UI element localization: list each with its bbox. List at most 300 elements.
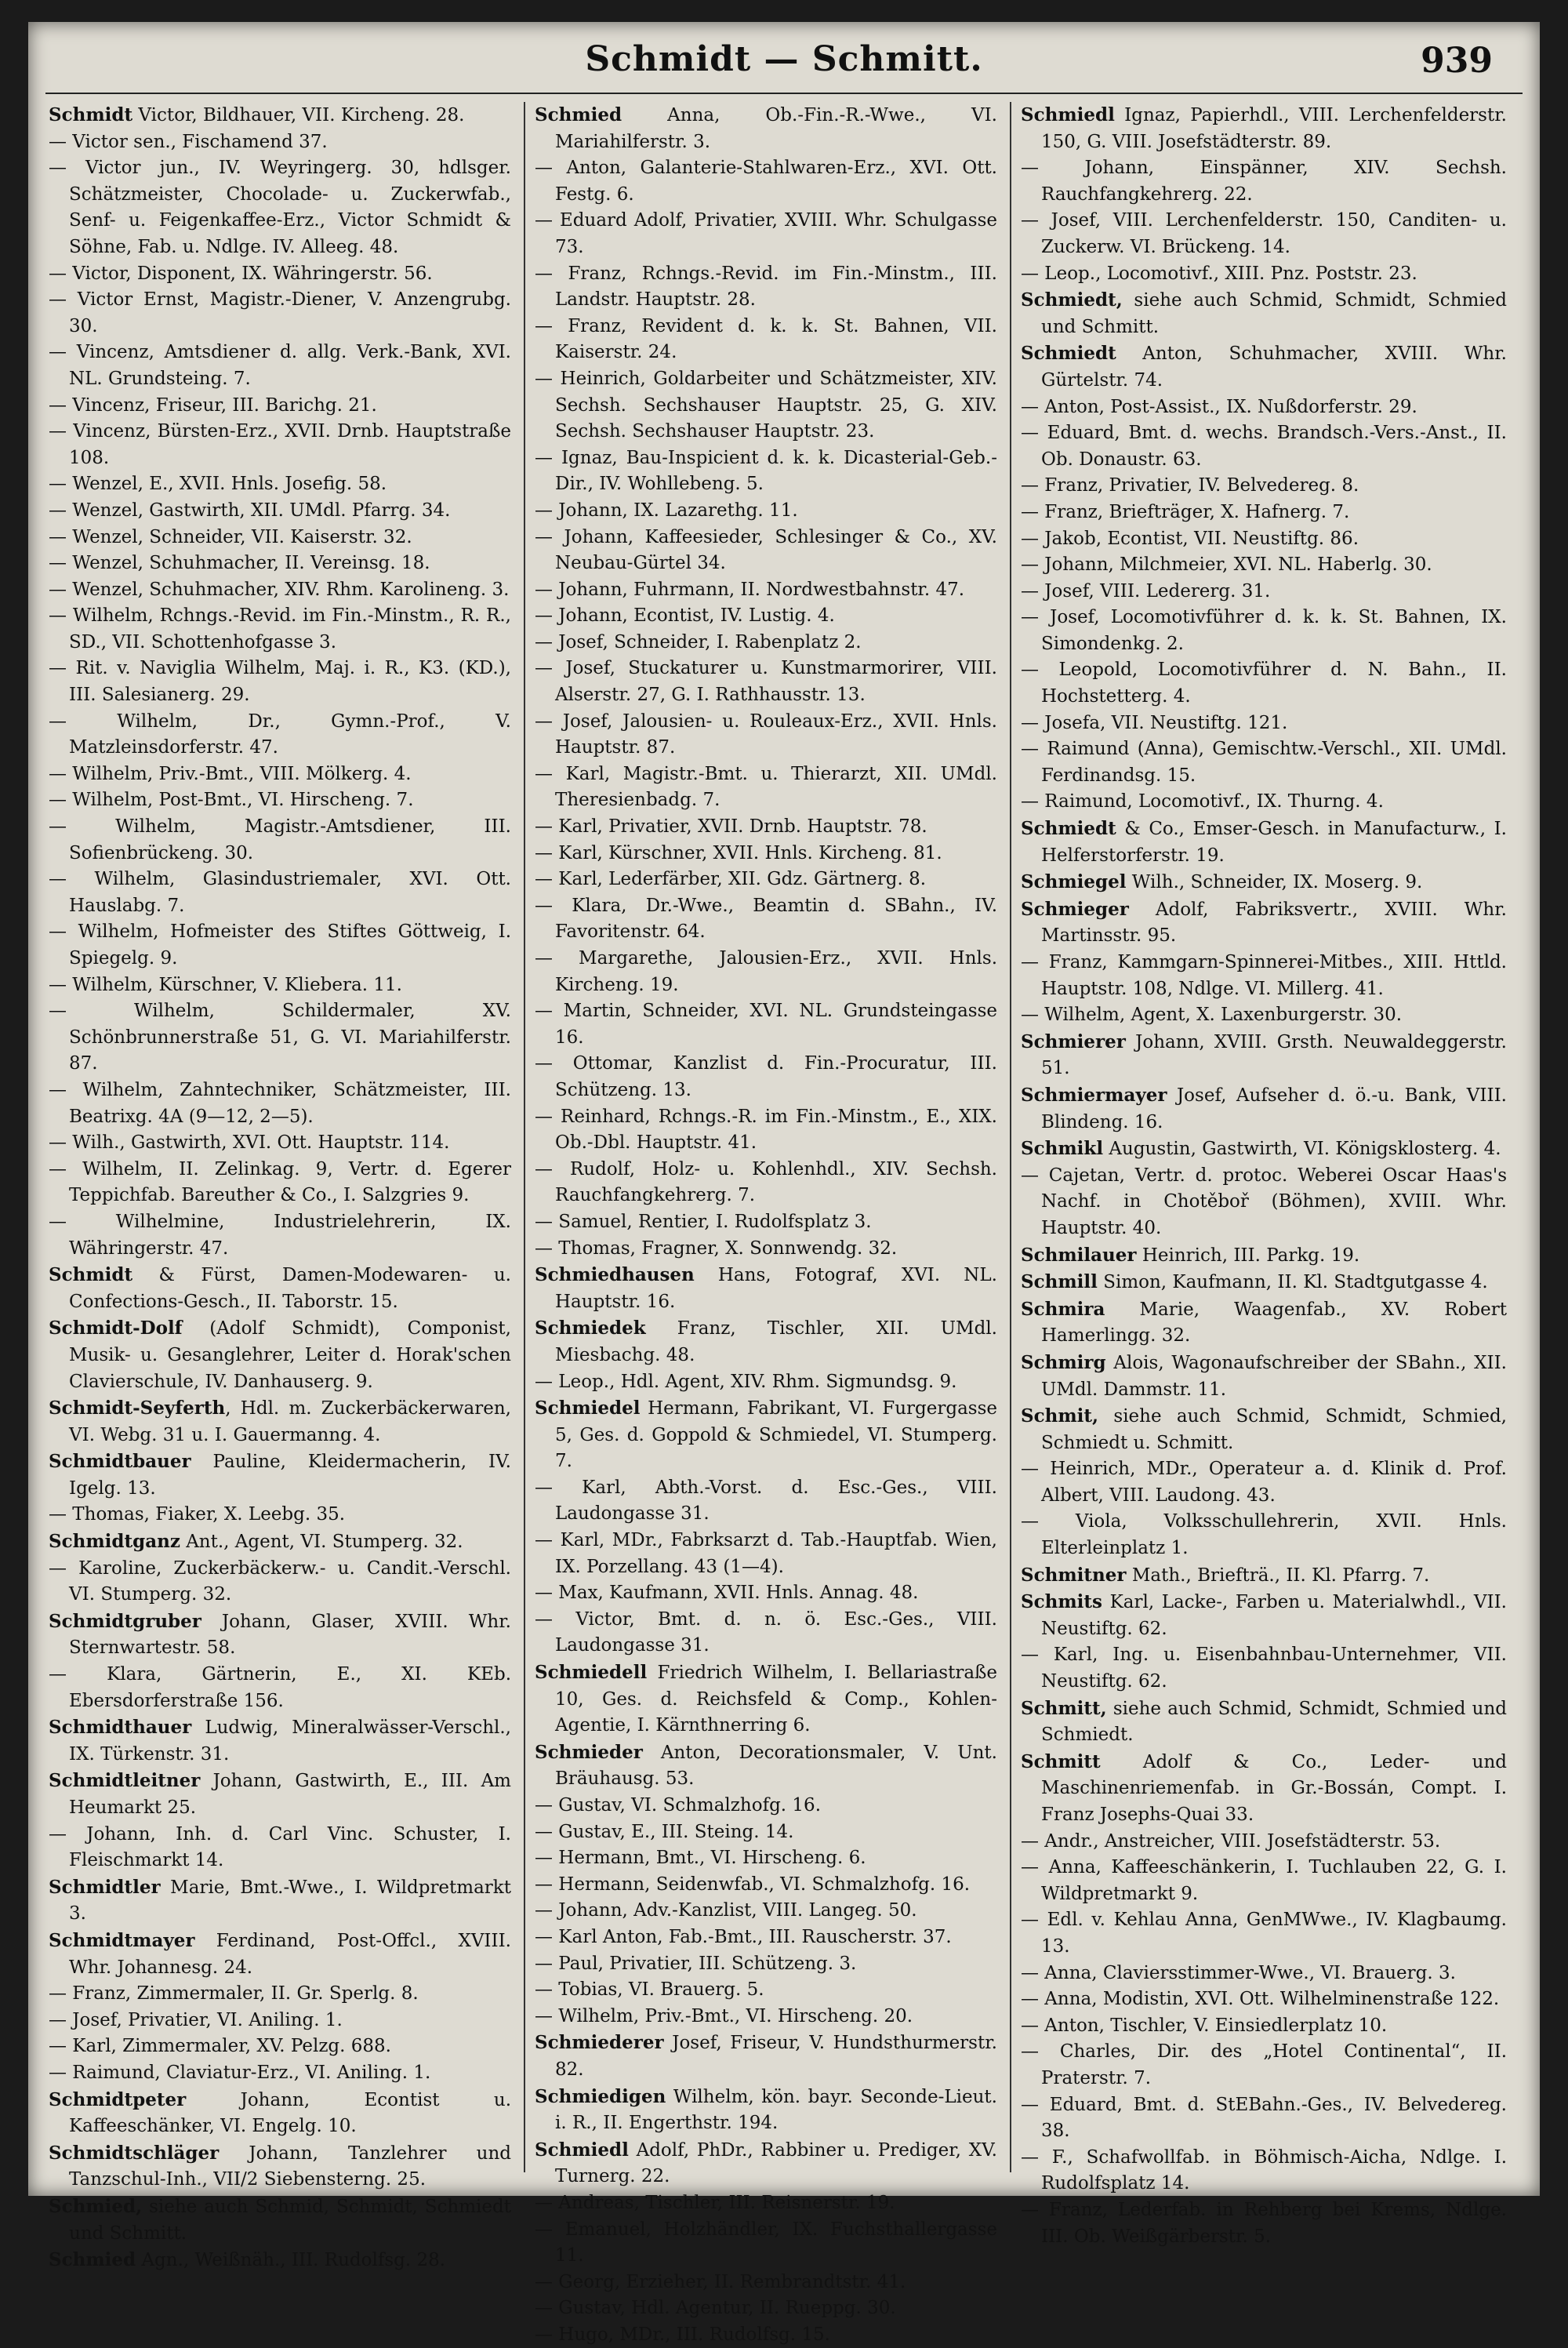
directory-entry (49, 998, 511, 1078)
directory-entry (1021, 526, 1507, 553)
entry-surname: Schmidtgruber (49, 1610, 201, 1632)
directory-entry (535, 1395, 997, 1475)
directory-entry (49, 393, 511, 420)
entry-surname: Schmiedt (1021, 343, 1116, 365)
directory-entry (535, 525, 997, 577)
entry-surname: Schmidtler (49, 1876, 161, 1898)
page-title: Schmidt — Schmitt. (585, 39, 983, 79)
header-rule (45, 93, 1523, 94)
entry-surname: Schmidt (49, 104, 133, 125)
directory-entry (535, 314, 997, 366)
directory-entry (49, 1556, 511, 1608)
directory-entry (1021, 1002, 1507, 1029)
directory-entry (1021, 711, 1507, 737)
directory-entry (1021, 657, 1507, 710)
directory-entry (49, 1262, 511, 1315)
directory-entry (49, 1209, 511, 1262)
entry-text: Johann, Gastwirth, E., III. Am Heumarkt 25. (69, 1771, 511, 1818)
directory-entry (535, 1607, 997, 1659)
directory-entry (535, 1157, 997, 1209)
directory-entry (535, 998, 997, 1051)
entry-surname: Schmits (1021, 1591, 1102, 1613)
directory-entry (1021, 1829, 1507, 1856)
entry-surname: Schmiedt, (1021, 289, 1123, 311)
entry-text: — Wenzel, Schuhmacher, II. Vereinsg. 18. (49, 553, 430, 574)
directory-entry (1021, 1562, 1507, 1590)
directory-entry (535, 1051, 997, 1103)
directory-entry (49, 2247, 511, 2274)
entry-text: Adolf, Fabriksvertr., XVIII. Whr. Martinsstr. 95. (1041, 899, 1507, 947)
entry-text: — Vincenz, Amtsdiener d. allg. Verk.-Bank, XVI. NL. Grundsteing. 7. (49, 342, 511, 389)
entry-text: — Wilhelm, Zahntechniker, Schätzmeister, III. Beatrixg. 4A (9—12, 2—5). (49, 1079, 511, 1127)
entry-text: — Wilhelm, Magistr.-Amtsdiener, III. Sofienbrückeng. 30. (49, 816, 511, 863)
entry-text: — Anna, Modistin, XVI. Ott. Wilhelminenstraße 122. (1021, 1989, 1500, 2010)
entry-text: — Georg, Erzieher, II. Rembrandtstr. 41. (535, 2271, 906, 2292)
directory-entry (1021, 605, 1507, 657)
directory-entry (49, 2194, 511, 2247)
entry-text: — Wilhelm, Kürschner, V. Kliebera. 11. (49, 974, 402, 995)
directory-entry (1021, 155, 1507, 208)
directory-entry (1021, 2092, 1507, 2145)
directory-entry (535, 498, 997, 525)
entry-text: — Gustav, Hdl. Agentur, II. Rueppg. 30. (535, 2298, 896, 2319)
directory-entry (1021, 1589, 1507, 1642)
entry-text: Simon, Kaufmann, II. Kl. Stadtgutgasse 4. (1097, 1272, 1488, 1293)
directory-entry (49, 261, 511, 288)
entry-surname: Schmidtmayer (49, 1929, 195, 1951)
directory-entry (49, 2008, 511, 2034)
entry-surname: Schmiedhausen (535, 1264, 695, 1286)
directory-entry (49, 709, 511, 761)
entry-text: Anton, Decorationsmaler, V. Unt. Bräuhausg. 53. (555, 1742, 997, 1790)
directory-entry (535, 1659, 997, 1739)
entry-text: Johann, Tanzlehrer und Tanzschul-Inh., VII/2 Siebensterng. 25. (69, 2143, 511, 2190)
entry-text: — Wilhelm, Dr., Gymn.-Prof., V. Matzleinsdorferstr. 47. (49, 711, 511, 758)
directory-entry (1021, 2013, 1507, 2040)
directory-entry (535, 2322, 997, 2348)
entry-surname: Schmied (49, 2249, 136, 2271)
entry-surname: Schmieger (1021, 898, 1129, 920)
directory-entry (535, 1977, 997, 2004)
entry-surname: Schmidtschläger (49, 2142, 220, 2164)
entry-text: — Tobias, VI. Brauerg. 5. (535, 1979, 764, 2001)
entry-text: — Raimund (Anna), Gemischtw.-Verschl., XII. UMdl. Ferdinandsg. 15. (1021, 739, 1507, 786)
directory-entry (49, 2060, 511, 2087)
directory-entry (49, 551, 511, 577)
directory-entry (49, 1395, 511, 1448)
entry-text: — Eduard, Bmt. d. wechs. Brandsch.-Vers.-Anst., II. Ob. Donaustr. 63. (1021, 423, 1507, 470)
entry-text: — Eduard Adolf, Privatier, XVIII. Whr. Schulgasse 73. (535, 210, 997, 257)
entry-surname: Schmidt (49, 1264, 133, 1286)
entry-surname: Schmitner (1021, 1564, 1127, 1586)
directory-entry (49, 1714, 511, 1768)
entry-surname: Schmied (535, 104, 622, 125)
directory-entry (1021, 1986, 1507, 2013)
entry-text: Alois, Wagonaufschreiber der SBahn., XII. UMdl. Dammstr. 11. (1041, 1352, 1507, 1400)
entry-text: Josef, Friseur, V. Hundsthurmerstr. 82. (555, 2033, 997, 2080)
entry-text: — Franz, Rchngs.-Revid. im Fin.-Minstm., III. Landstr. Hauptstr. 28. (535, 263, 997, 311)
entry-text: — Klara, Gärtnerin, E., XI. KEb. Ebersdorferstraße 156. (49, 1664, 511, 1711)
entry-text: — Anton, Tischler, V. Einsiedlerplatz 10. (1021, 2015, 1388, 2036)
directory-entry (1021, 896, 1507, 950)
directory-entry (49, 102, 511, 129)
entry-surname: Schmiedell (535, 1662, 648, 1684)
entry-surname: Schmit, (1021, 1405, 1099, 1427)
directory-entry (535, 1819, 997, 1846)
directory-entry (535, 709, 997, 761)
entry-surname: Schmieder (535, 1741, 643, 1763)
directory-entry (49, 498, 511, 525)
directory-entry (1021, 1163, 1507, 1242)
entry-text: — Margarethe, Jalousien-Erz., XVII. Hnls. Kircheng. 19. (535, 948, 997, 995)
entry-text: — Raimund, Locomotivf., IX. Thurng. 4. (1021, 791, 1384, 812)
entry-text: — Karl, Abth.-Vorst. d. Esc.-Ges., VIII. Laudongasse 31. (535, 1477, 997, 1525)
directory-entry (49, 1928, 511, 1981)
directory-entry (49, 1608, 511, 1662)
directory-entry (1021, 1961, 1507, 1987)
entry-text: — Rit. v. Naviglia Wilhelm, Maj. i. R., K3. (KD.), III. Salesianerg. 29. (49, 658, 511, 706)
directory-entry (535, 102, 997, 155)
entry-text: — Heinrich, Goldarbeiter und Schätzmeister, XIV. Sechsh. Sechshauser Hauptstr. 25, G. XIV. Sechsh. Sechshauser Hauptstr. 23. (535, 368, 997, 442)
entry-surname: Schmiedl (1021, 104, 1115, 125)
directory-entry (535, 261, 997, 314)
entry-text: — Wilhelm, II. Zelinkag. 9, Vertr. d. Egerer Teppichfab. Bareuther & Co., I. Salzgries 9. (49, 1158, 511, 1206)
directory-entry (535, 208, 997, 260)
entry-text: Ferdinand, Post-Offcl., XVIII. Whr. Johannesg. 24. (69, 1930, 511, 1978)
page-header (28, 39, 1540, 94)
entry-text: — Josef, Jalousien- u. Rouleaux-Erz., XVII. Hnls. Hauptstr. 87. (535, 711, 997, 758)
entry-text: — Josefa, VII. Neustiftg. 121. (1021, 712, 1288, 733)
directory-entry (1021, 1029, 1507, 1082)
directory-entry (49, 471, 511, 498)
directory-entry (49, 919, 511, 972)
entry-surname: Schmitt, (1021, 1697, 1107, 1719)
directory-entry (535, 1236, 997, 1263)
entry-text: Franz, Tischler, XII. UMdl. Miesbachg. 48. (555, 1318, 997, 1365)
entry-text: — Leopold, Locomotivführer d. N. Bahn., II. Hochstetterg. 4. (1021, 660, 1507, 707)
entry-text: — Wilh., Gastwirth, XVI. Ott. Hauptstr. 114. (49, 1132, 450, 1154)
entry-text: — Victor sen., Fischamend 37. (49, 131, 328, 152)
entry-text: — Karl, Magistr.-Bmt. u. Thierarzt, XII. UMdl. Theresienbadg. 7. (535, 763, 997, 811)
directory-entry (49, 155, 511, 260)
entry-text: — Johann, Kaffeesieder, Schlesinger & Co., XV. Neubau-Gürtel 34. (535, 526, 997, 574)
entry-text: — Paul, Privatier, III. Schützeng. 3. (535, 1953, 857, 1974)
entry-text: Josef, Aufseher d. ö.-u. Bank, VIII. Blindeng. 16. (1041, 1085, 1507, 1132)
entry-surname: Schmiegel (1021, 871, 1127, 893)
directory-entry (49, 1662, 511, 1714)
entry-text: — Andr., Anstreicher, VIII. Josefstädterstr. 53. (1021, 1830, 1441, 1852)
directory-entry (1021, 1403, 1507, 1456)
entry-text: — Wilhelm, Hofmeister des Stiftes Göttweig, I. Spiegelg. 9. (49, 921, 511, 969)
entry-surname: Schmidt-Seyferth (49, 1398, 226, 1419)
directory-entry (1021, 394, 1507, 421)
entry-surname: Schmiermayer (1021, 1084, 1167, 1106)
entry-text: siehe auch Schmid, Schmidt, Schmiedt und Schmitt. (69, 2196, 511, 2244)
entry-text: — Gustav, VI. Schmalzhofg. 16. (535, 1795, 822, 1816)
entry-text: Friedrich Wilhelm, I. Bellariastraße 10, Ges. d. Reichsfeld & Comp., Kohlen-Agentie, I. Kärnthnerring 6. (555, 1663, 997, 1736)
directory-entry (49, 1315, 511, 1395)
directory-entry (1021, 1456, 1507, 1509)
entry-surname: Schmiederer (535, 2032, 664, 2054)
entry-text: Marie, Bmt.-Wwe., I. Wildpretmarkt 3. (69, 1877, 511, 1925)
directory-entry (535, 1209, 997, 1236)
entry-text: — Charles, Dir. des „Hotel Continental“, II. Praterstr. 7. (1021, 2041, 1507, 2088)
entry-text: (Adolf Schmidt), Componist, Musik- u. Gesanglehrer, Leiter d. Horak'schen Clavierschule, IV. Danhauserg. 9. (69, 1318, 511, 1392)
entry-text: — Franz, Revident d. k. k. St. Bahnen, VII. Kaiserstr. 24. (535, 315, 997, 363)
directory-entry (535, 1739, 997, 1793)
entry-text: — Klara, Dr.-Wwe., Beamtin d. SBahn., IV. Favoritenstr. 64. (535, 895, 997, 943)
entry-text: — Edl. v. Kehlau Anna, GenMWwe., IV. Klagbaumg. 13. (1021, 1910, 1507, 1957)
directory-entry (535, 841, 997, 867)
directory-entry (535, 1951, 997, 1978)
entry-text: — Josef, Stuckaturer u. Kunstmarmorirer, VIII. Alserstr. 27, G. I. Rathhausstr. 13. (535, 658, 997, 706)
entry-text: Agn., Weißnäh., III. Rudolfsg. 28. (136, 2250, 446, 2271)
directory-entry (49, 1528, 511, 1556)
directory-entry (1021, 1749, 1507, 1829)
directory-entry (49, 603, 511, 656)
directory-entry (535, 2295, 997, 2322)
entry-text: — Hermann, Bmt., VI. Hirscheng. 6. (535, 1848, 866, 1869)
page-number: 939 (1421, 41, 1493, 81)
entry-text: — Karl, Lederfärber, XII. Gdz. Gärtnerg. 8. (535, 869, 927, 890)
directory-entry (535, 2137, 997, 2190)
directory-entry (49, 1768, 511, 1821)
entry-surname: Schmidt-Dolf (49, 1318, 183, 1339)
directory-entry (49, 814, 511, 867)
directory-entry (1021, 1296, 1507, 1350)
entry-text: — Johann, Inh. d. Carl Vinc. Schuster, I. Fleischmarkt 14. (49, 1823, 511, 1871)
entry-text: — Karoline, Zuckerbäckerw.- u. Candit.-Verschl. VI. Stumperg. 32. (49, 1557, 511, 1605)
entry-surname: Schmied, (49, 2195, 143, 2217)
entry-text: — Josef, Locomotivführer d. k. k. St. Bahnen, IX. Simondenkg. 2. (1021, 607, 1507, 654)
directory-entry (535, 761, 997, 814)
directory-entry (535, 603, 997, 630)
entry-text: Johann, Glaser, XVIII. Whr. Sternwartestr. 58. (69, 1611, 511, 1659)
directory-entry (1021, 1269, 1507, 1296)
entry-text: — Max, Kaufmann, XVII. Hnls. Annag. 48. (535, 1583, 919, 1604)
directory-entry (535, 155, 997, 208)
directory-entry (1021, 736, 1507, 789)
directory-entry (49, 2140, 511, 2194)
directory-entry (49, 1822, 511, 1874)
directory-entry (1021, 816, 1507, 869)
entry-text: Victor, Bildhauer, VII. Kircheng. 28. (132, 105, 465, 125)
entry-text: Anna, Ob.-Fin.-R.-Wwe., VI. Mariahilferstr. 3. (555, 105, 997, 152)
column-middle (535, 102, 997, 2345)
entry-text: — Thomas, Fragner, X. Sonnwendg. 32. (535, 1238, 898, 1259)
directory-entry (1021, 473, 1507, 500)
entry-text: — Wilhelm, Priv.-Bmt., VI. Hirscheng. 20. (535, 2005, 913, 2026)
directory-entry (535, 630, 997, 656)
directory-entry (49, 1157, 511, 1209)
directory-entry (535, 1845, 997, 1872)
entry-text: — Hermann, Seidenwfab., VI. Schmalzhofg. 16. (535, 1874, 971, 1895)
entry-text: — F., Schafwollfab. in Böhmisch-Aicha, Ndlge. I. Rudolfsplatz 14. (1021, 2146, 1507, 2194)
directory-entry (535, 1528, 997, 1580)
directory-entry (1021, 579, 1507, 605)
entry-text: — Franz, Privatier, IV. Belvedereg. 8. (1021, 475, 1359, 496)
entry-text: , Hdl. m. Zuckerbäckerwaren, VI. Webg. 31 u. I. Gauermanng. 4. (69, 1398, 511, 1445)
entry-text: Math., Briefträ., II. Kl. Pfarrg. 7. (1126, 1565, 1430, 1586)
entry-text: — Johann, Adv.-Kanzlist, VIII. Langeg. 50. (535, 1900, 917, 1921)
entry-text: — Anton, Post-Assist., IX. Nußdorferstr. 29. (1021, 396, 1417, 417)
directory-entry (535, 2270, 997, 2296)
entry-text: Wilh., Schneider, IX. Moserg. 9. (1126, 872, 1423, 893)
entry-surname: Schmira (1021, 1298, 1105, 1320)
directory-entry (535, 2004, 997, 2030)
directory-entry (49, 419, 511, 471)
directory-entry (49, 787, 511, 814)
entry-text: Ludwig, Mineralwässer-Verschl., IX. Türkenstr. 31. (69, 1717, 511, 1765)
entry-text: — Raimund, Claviatur-Erz., VI. Aniling. 1. (49, 2062, 431, 2083)
entry-text: Karl, Lacke-, Farben u. Materialwhdl., VII. Neustiftg. 62. (1041, 1592, 1507, 1639)
entry-text: — Reinhard, Rchngs.-R. im Fin.-Minstm., E., XIX. Ob.-Dbl. Hauptstr. 41. (535, 1106, 997, 1154)
directory-entry (1021, 2197, 1507, 2250)
entry-text: — Johann, Einspänner, XIV. Sechsh. Rauchfangkehrerg. 22. (1021, 158, 1507, 205)
entry-surname: Schmikl (1021, 1138, 1104, 1160)
directory-entry (535, 867, 997, 893)
entry-text: Adolf, PhDr., Rabbiner u. Prediger, XV. Turnerg. 22. (555, 2139, 997, 2187)
column-divider (1010, 102, 1011, 2172)
entry-text: Hermann, Fabrikant, VI. Furgergasse 5, Ges. d. Goppold & Schmiedel, VI. Stumperg. 7. (555, 1398, 997, 1472)
entry-text: — Eduard, Bmt. d. StEBahn.-Ges., IV. Belvedereg. 38. (1021, 2094, 1507, 2142)
entry-text: — Franz, Briefträger, X. Hafnerg. 7. (1021, 501, 1350, 522)
entry-text: — Wilhelm, Post-Bmt., VI. Hirscheng. 7. (49, 790, 414, 811)
entry-text: Marie, Waagenfab., XV. Robert Hamerlingg. 32. (1041, 1299, 1507, 1347)
entry-surname: Schmitt (1021, 1750, 1101, 1772)
directory-entry (49, 340, 511, 392)
entry-text: — Wenzel, Schneider, VII. Kaiserstr. 32. (49, 526, 412, 547)
entry-text: Augustin, Gastwirth, VI. Königsklosterg. 4. (1103, 1139, 1501, 1160)
entry-text: — Vincenz, Friseur, III. Barichg. 21. (49, 394, 377, 416)
directory-entry (1021, 1696, 1507, 1749)
directory-entry (535, 1925, 997, 1951)
entry-text: — Wenzel, Schuhmacher, XIV. Rhm. Karolineng. 3. (49, 579, 510, 600)
entry-text: — Victor jun., IV. Weyringerg. 30, hdlsger. Schätzmeister, Chocolade- u. Zuckerwfab., Senf- u. Feigenkaffee-Erz., Victor Schmidt & Söhne, Fab. u. Ndlge. IV. Alleeg. 48. (49, 158, 511, 257)
entry-text: — Wilhelm, Rchngs.-Revid. im Fin.-Minstm., R. R., SD., VII. Schottenhofgasse 3. (49, 605, 511, 652)
entry-text: — Josef, VIII. Ledererg. 31. (1021, 580, 1271, 602)
directory-entry (535, 946, 997, 998)
directory-entry (49, 761, 511, 788)
directory-entry (1021, 1855, 1507, 1907)
directory-entry (535, 814, 997, 841)
entry-text: — Johann, Milchmeier, XVI. NL. Haberlg. 30. (1021, 554, 1432, 576)
entry-text: — Karl Anton, Fab.-Bmt., III. Rauscherstr. 37. (535, 1926, 952, 1947)
entry-text: siehe auch Schmid, Schmidt, Schmied und Schmitt. (1041, 290, 1507, 337)
entry-text: — Emanuel, Holzhändler, IX. Fuchsthallergasse 11. (535, 2219, 997, 2266)
entry-text: Heinrich, III. Parkg. 19. (1136, 1245, 1360, 1266)
entry-text: Adolf & Co., Leder- und Maschinenriemenfab. in Gr.-Bossán, Compt. I. Franz Josephs-Quai 33. (1041, 1751, 1507, 1825)
directory-entry (1021, 102, 1507, 155)
entry-text: — Vincenz, Bürsten-Erz., XVII. Drnb. Hauptstraße 108. (49, 421, 511, 468)
entry-text: Hans, Fotograf, XVI. NL. Hauptstr. 16. (555, 1265, 997, 1312)
entry-text: — Jakob, Econtist, VII. Neustiftg. 86. (1021, 528, 1359, 549)
entry-text: — Wilhelm, Glasindustriemaler, XVI. Ott. Hauslabg. 7. (49, 869, 511, 916)
entry-text: Anton, Schuhmacher, XVIII. Whr. Gürtelstr. 74. (1041, 343, 1507, 391)
column-divider (524, 102, 525, 2172)
directory-entry (1021, 340, 1507, 394)
directory-entry (1021, 420, 1507, 473)
directory-entry (1021, 789, 1507, 816)
entry-text: — Rudolf, Holz- u. Kohlenhdl., XIV. Sechsh. Rauchfangkehrerg. 7. (535, 1158, 997, 1206)
directory-entry (535, 1315, 997, 1368)
directory-entry (1021, 552, 1507, 579)
entry-surname: Schmierer (1021, 1030, 1126, 1052)
entry-text: siehe auch Schmid, Schmidt, Schmied, Schmiedt u. Schmitt. (1041, 1406, 1507, 1453)
directory-entry (49, 1078, 511, 1130)
entry-text: — Wenzel, E., XVII. Hnls. Josefig. 58. (49, 474, 387, 495)
directory-entry (535, 1793, 997, 1819)
entry-text: — Johann, IX. Lazarethg. 11. (535, 500, 798, 521)
entry-text: — Hugo, MDr., III. Rudolfsg. 15. (535, 2324, 830, 2345)
directory-entry (49, 1981, 511, 2008)
directory-entry (49, 1448, 511, 1502)
directory-entry (49, 577, 511, 604)
entry-text: — Martin, Schneider, XVI. NL. Grundsteingasse 16. (535, 1001, 997, 1048)
entry-text: — Viola, Volksschullehrerin, XVII. Hnls. Elterleinplatz 1. (1021, 1511, 1507, 1559)
entry-surname: Schmidtleitner (49, 1770, 201, 1792)
entry-surname: Schmidthauer (49, 1717, 192, 1739)
entry-text: — Ottomar, Kanzlist d. Fin.-Procuratur, III. Schützeng. 13. (535, 1053, 997, 1100)
entry-text: — Anton, Galanterie-Stahlwaren-Erz., XVI. Ott. Festg. 6. (535, 158, 997, 205)
entry-text: — Victor, Bmt. d. n. ö. Esc.-Ges., VIII. Laudongasse 31. (535, 1608, 997, 1656)
entry-text: — Wilhelm, Agent, X. Laxenburgerstr. 30. (1021, 1005, 1403, 1026)
directory-entry (535, 2217, 997, 2270)
entry-surname: Schmiedl (535, 2139, 629, 2161)
directory-entry (535, 577, 997, 604)
directory-entry (535, 656, 997, 708)
directory-entry (1021, 1642, 1507, 1695)
entry-surname: Schmiedt (1021, 818, 1116, 840)
entry-text: — Karl, Privatier, XVII. Drnb. Hauptstr. 78. (535, 816, 927, 838)
entry-surname: Schmiedel (535, 1398, 641, 1419)
directory-entry (49, 1874, 511, 1928)
directory-entry (1021, 1350, 1507, 1403)
directory-entry (49, 867, 511, 919)
entry-text: Wilhelm, kön. bayr. Seconde-Lieut. i. R., II. Engerthstr. 194. (555, 2086, 997, 2134)
directory-entry (49, 129, 511, 156)
directory-entry (535, 1872, 997, 1899)
directory-entry (49, 287, 511, 340)
directory-entry (535, 1369, 997, 1396)
entry-text: — Gustav, E., III. Steing. 14. (535, 1821, 794, 1842)
entry-text: Pauline, Kleidermacherin, IV. Igelg. 13. (69, 1452, 511, 1499)
directory-entry (535, 2030, 997, 2083)
entry-text: — Franz, Kammgarn-Spinnerei-Mitbes., XIII. Httld. Hauptstr. 108, Ndlge. VI. Millerg. 41. (1021, 952, 1507, 999)
entry-text: — Wilhelm, Schildermaler, XV. Schönbrunnerstraße 51, G. VI. Mariahilferstr. 87. (49, 1001, 511, 1074)
entry-surname: Schmirg (1021, 1351, 1106, 1373)
entry-surname: Schmill (1021, 1271, 1098, 1293)
entry-text: — Karl, Ing. u. Eisenbahnbau-Unternehmer, VII. Neustiftg. 62. (1021, 1645, 1507, 1692)
entry-text: — Franz, Zimmermaler, II. Gr. Sperlg. 8. (49, 1983, 419, 2005)
directory-entry (49, 1502, 511, 1528)
directory-entry (535, 445, 997, 498)
directory-entry (49, 525, 511, 551)
directory-entry (535, 1898, 997, 1925)
directory-entry (1021, 2145, 1507, 2197)
entry-surname: Schmiedigen (535, 2085, 666, 2107)
entry-text: — Victor Ernst, Magistr.-Diener, V. Anzengrubg. 30. (49, 289, 511, 336)
entry-text: — Karl, MDr., Fabrksarzt d. Tab.-Hauptfab. Wien, IX. Porzellang. 43 (1—4). (535, 1530, 997, 1577)
entry-text: siehe auch Schmid, Schmidt, Schmied und Schmiedt. (1041, 1698, 1507, 1746)
column-left (49, 102, 511, 2271)
directory-entry (1021, 1136, 1507, 1163)
entry-text: & Co., Emser-Gesch. in Manufacturw., I. Helferstorferstr. 19. (1041, 819, 1507, 866)
directory-entry (1021, 500, 1507, 526)
directory-entry (1021, 1242, 1507, 1270)
entry-surname: Schmidtganz (49, 1531, 180, 1553)
directory-entry (535, 1580, 997, 1607)
